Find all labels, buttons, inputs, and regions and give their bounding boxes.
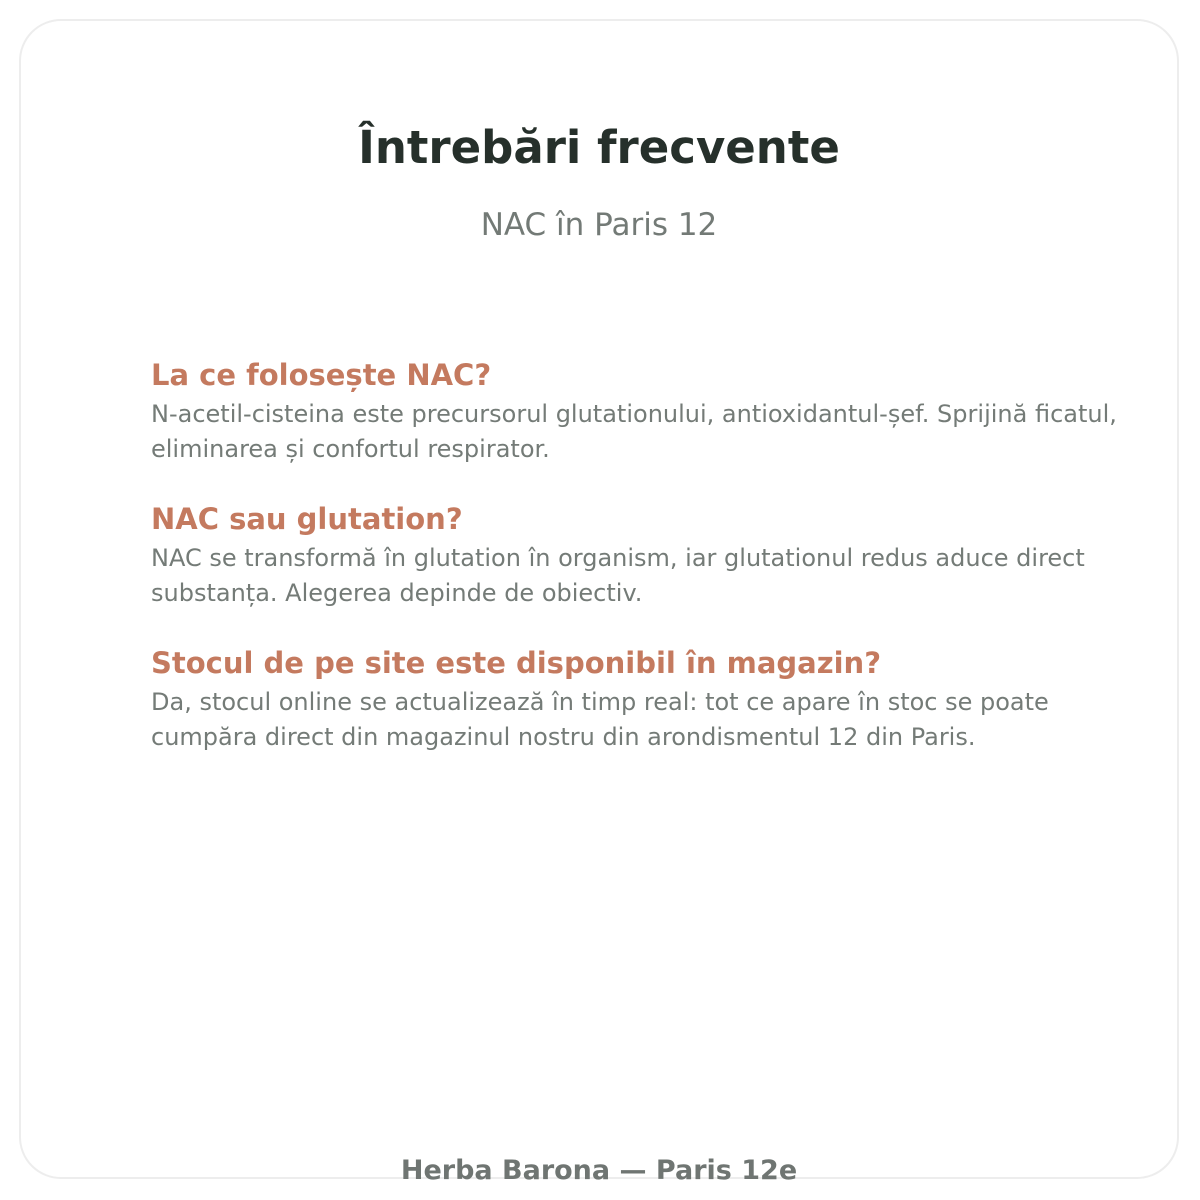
faq-answer: Da, stocul online se actualizează în timp real: tot ce apare în stoc se poate cumpăra direct din magazinul nostru din arondismentul 12 din Paris. [151, 688, 1049, 751]
faq-question: Stocul de pe site este disponibil în magazin? [151, 646, 882, 680]
faq-question: NAC sau glutation? [151, 502, 463, 536]
faq-answer: N-acetil-cisteina este precursorul glutationului, antioxidantul-șef. Sprijină ficatul, eliminarea și confortul respirator. [151, 400, 1117, 463]
faq-item-store-stock [151, 643, 1131, 755]
footer-brand: Herba Barona — Paris 12e [400, 1155, 798, 1186]
page-subtitle: NAC în Paris 12 [480, 207, 718, 243]
page-title: Întrebări frecvente [358, 121, 840, 174]
faq-item-nac-vs-glutathione [151, 499, 1131, 611]
faq-answer: NAC se transformă în glutation în organism, iar glutationul redus aduce direct substanța. Alegerea depinde de obiectiv. [151, 544, 1085, 607]
faq-card [19, 19, 1179, 1186]
faq-list [151, 355, 1131, 787]
faq-question: La ce folosește NAC? [151, 358, 492, 392]
faq-item-nac-uses [151, 355, 1131, 467]
